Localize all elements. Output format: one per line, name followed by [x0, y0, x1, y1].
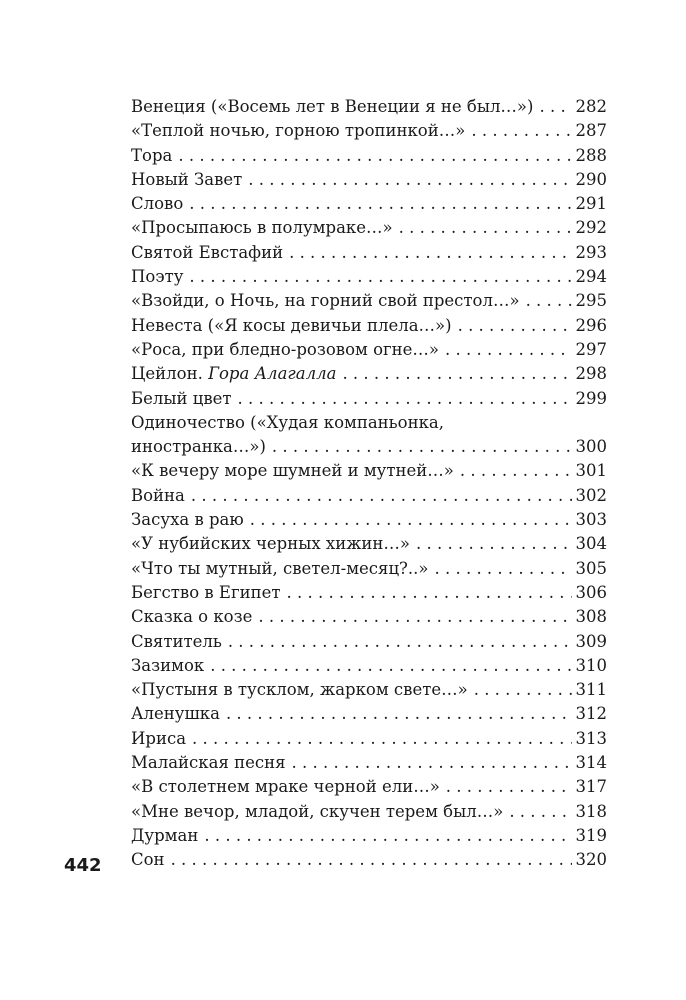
- toc-page-number: 309: [575, 631, 607, 651]
- toc-page-number: 287: [575, 121, 607, 141]
- toc-title-line2: иностранка…»): [131, 437, 266, 457]
- toc-title: «К вечеру море шумней и мутней…»: [131, 461, 454, 481]
- toc-entry: [131, 289, 607, 313]
- toc-title-plain: Цейлон.: [131, 364, 209, 384]
- toc-title: Малайская песня: [131, 753, 286, 773]
- toc-entry: [131, 800, 607, 824]
- leader-dots: [192, 727, 571, 751]
- toc-page-number: 318: [575, 801, 607, 821]
- toc-entry: [131, 168, 607, 192]
- leader-dots: [446, 775, 572, 799]
- leader-dots: [258, 605, 571, 629]
- toc-title-line2-row: [131, 435, 607, 459]
- toc-page-number: 303: [575, 510, 607, 530]
- toc-page-number: 308: [575, 607, 607, 627]
- toc-page-number: 291: [575, 194, 607, 214]
- leader-dots: [226, 702, 572, 726]
- toc-page-number: 304: [575, 534, 607, 554]
- leader-dots: [416, 532, 572, 556]
- toc-title: Зазимок: [131, 655, 205, 675]
- leader-dots: [458, 314, 572, 338]
- toc-entry: [131, 216, 607, 240]
- toc-entry: [131, 411, 607, 460]
- leader-dots: [272, 435, 572, 459]
- toc-title: «Теплой ночью, горною тропинкой…»: [131, 121, 466, 141]
- leader-dots: [509, 800, 571, 824]
- toc-title: Бегство в Египет: [131, 582, 281, 602]
- toc-title: «Взойди, о Ночь, на горний свой престол…»: [131, 291, 520, 311]
- toc-entry: [131, 362, 607, 386]
- toc-title: «У нубийских черных хижин…»: [131, 534, 410, 554]
- toc-entry: [131, 484, 607, 508]
- toc-entry: [131, 727, 607, 751]
- leader-dots: [342, 362, 571, 386]
- toc-entry: [131, 265, 607, 289]
- toc-page-number: 298: [575, 364, 607, 384]
- toc-page-number: 288: [575, 145, 607, 165]
- toc-title: Засуха в раю: [131, 510, 244, 530]
- toc-title: «В столетнем мраке черной ели…»: [131, 777, 440, 797]
- toc-entry: [131, 775, 607, 799]
- leader-dots: [228, 630, 572, 654]
- toc-title: Аленушка: [131, 704, 220, 724]
- toc-page-number: 313: [575, 728, 607, 748]
- toc-entry: [131, 557, 607, 581]
- toc-page-number: 314: [575, 753, 607, 773]
- toc-entry: [131, 241, 607, 265]
- toc-title: Святой Евстафий: [131, 242, 284, 262]
- leader-dots: [248, 168, 571, 192]
- toc-title: «Роса, при бледно-розовом огне…»: [131, 339, 440, 359]
- toc-title: Белый цвет: [131, 388, 232, 408]
- leader-dots: [204, 824, 571, 848]
- toc-page-number: 301: [575, 461, 607, 481]
- toc-entry: [131, 144, 607, 168]
- toc-title: Дурман: [131, 825, 199, 845]
- toc-page-number: 305: [575, 558, 607, 578]
- toc-page-number: 317: [575, 777, 607, 797]
- toc-title: «Мне вечор, младой, скучен терем был…»: [131, 801, 504, 821]
- toc-page-number: 319: [575, 825, 607, 845]
- leader-dots: [399, 216, 572, 240]
- toc-entry: [131, 119, 607, 143]
- toc-entry: [131, 678, 607, 702]
- leader-dots: [460, 459, 572, 483]
- toc-title: [131, 362, 336, 386]
- leader-dots: [238, 387, 572, 411]
- toc-entry: [131, 751, 607, 775]
- leader-dots: [539, 95, 571, 119]
- leader-dots: [292, 751, 572, 775]
- leader-dots: [210, 654, 571, 678]
- toc-entry: [131, 532, 607, 556]
- leader-dots: [189, 265, 571, 289]
- toc-title: Война: [131, 485, 185, 505]
- toc-title: Тора: [131, 145, 173, 165]
- toc-page-number: 292: [575, 218, 607, 238]
- toc-entry: [131, 848, 607, 872]
- toc-entry: [131, 459, 607, 483]
- toc-page-number: 311: [575, 680, 607, 700]
- toc-page-number: 320: [575, 850, 607, 870]
- toc-entry: [131, 702, 607, 726]
- toc-entry: [131, 387, 607, 411]
- toc-entry: [131, 314, 607, 338]
- leader-dots: [445, 338, 571, 362]
- toc-title: «Просыпаюсь в полумраке…»: [131, 218, 393, 238]
- leader-dots: [286, 581, 571, 605]
- toc-page-number: 290: [575, 169, 607, 189]
- leader-dots: [526, 289, 572, 313]
- toc-page-number: 299: [575, 388, 607, 408]
- toc-title: Сон: [131, 850, 165, 870]
- toc-entry: [131, 192, 607, 216]
- leader-dots: [250, 508, 572, 532]
- leader-dots: [178, 144, 571, 168]
- toc-entry: [131, 605, 607, 629]
- toc-title: «Пустыня в тусклом, жарком свете…»: [131, 680, 468, 700]
- toc-title-italic: Гора Алагалла: [208, 364, 337, 384]
- toc-page-number: 297: [575, 339, 607, 359]
- toc-page-number: 302: [575, 485, 607, 505]
- toc-title: Святитель: [131, 631, 222, 651]
- toc-page-number: 295: [575, 291, 607, 311]
- table-of-contents: [131, 95, 607, 873]
- toc-page-number: 312: [575, 704, 607, 724]
- leader-dots: [474, 678, 572, 702]
- toc-title: Новый Завет: [131, 169, 243, 189]
- toc-page-number: 293: [575, 242, 607, 262]
- toc-title: Поэту: [131, 267, 184, 287]
- leader-dots: [289, 241, 571, 265]
- toc-entry: [131, 630, 607, 654]
- toc-title: Сказка о козе: [131, 607, 253, 627]
- toc-page-number: 310: [575, 655, 607, 675]
- toc-entry: [131, 338, 607, 362]
- toc-title: Венеция («Восемь лет в Венеции я не был…»): [131, 97, 534, 116]
- toc-page-number: 282: [575, 97, 607, 116]
- toc-entry: [131, 581, 607, 605]
- leader-dots: [434, 557, 571, 581]
- toc-title: Слово: [131, 194, 184, 214]
- toc-page-number: 300: [575, 437, 607, 457]
- leader-dots: [189, 192, 571, 216]
- toc-title: «Что ты мутный, светел-месяц?..»: [131, 558, 429, 578]
- toc-entry: [131, 95, 607, 119]
- toc-page-number: 306: [575, 582, 607, 602]
- leader-dots: [171, 848, 572, 872]
- toc-entry: [131, 508, 607, 532]
- toc-title-line1: Одиночество («Худая компаньонка,: [131, 412, 444, 432]
- toc-page-number: 294: [575, 267, 607, 287]
- toc-page-number: 296: [575, 315, 607, 335]
- leader-dots: [191, 484, 572, 508]
- toc-title: Ириса: [131, 728, 187, 748]
- toc-title: Невеста («Я косы девичьи плела…»): [131, 315, 452, 335]
- page-number: 442: [64, 855, 102, 876]
- leader-dots: [471, 119, 571, 143]
- toc-entry: [131, 654, 607, 678]
- toc-entry: [131, 824, 607, 848]
